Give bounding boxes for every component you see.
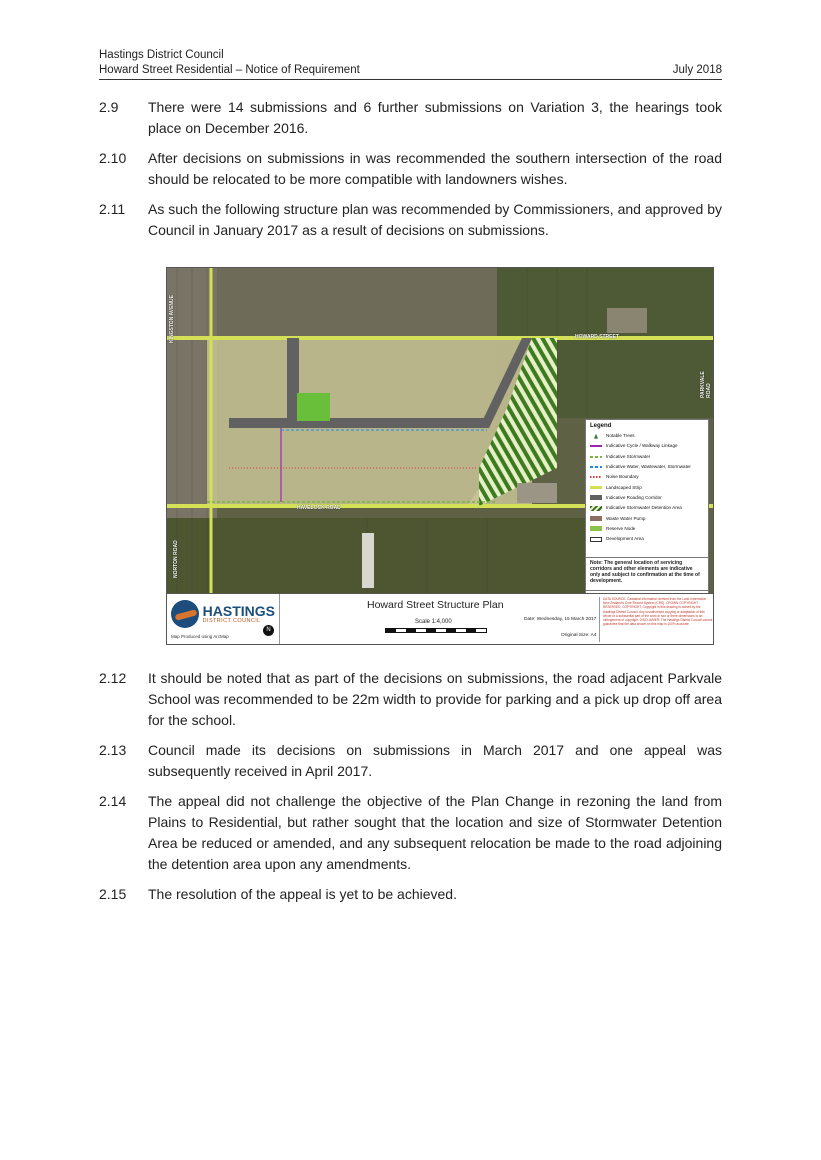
map-label-parkvale-road: PARKVALE ROAD [700, 371, 712, 398]
legend-swatch-roading-corridor [590, 495, 602, 500]
map-produced-by: Map Produced using ArcMap [171, 634, 229, 639]
legend-item: Indicative Stormwater [590, 452, 704, 462]
legend-swatch-landscaped-strip [590, 486, 602, 489]
hastings-logo: HASTINGS DISTRICT COUNCIL [171, 598, 275, 630]
map-title-block [167, 593, 713, 645]
map-scale: Scale 1:4,000 [415, 619, 452, 625]
legend-title: Legend [590, 423, 612, 429]
paragraph [99, 148, 722, 190]
map-original-size: Original Size: A4 [561, 633, 597, 638]
map-disclaimer: DATA SOURCE: Cadastral information derived from the Land Information New Zealand's Core Record System (CRS). CROWN COPYRIGHT RESERVED. COPYRIGHT: Copyright in this drawing is owned by the Hastings District Council. Any unauthorised copying or adaptation of this whole or a substantial part of the work in two or three dimensions is an infringement of copyright. DISCLAIMER: The Hastings District Council cannot guarantee that the data shown on this map is 100% accurate. [599, 597, 713, 642]
legend-swatch-notable-trees [594, 434, 598, 439]
map-title: Howard Street Structure Plan [367, 599, 504, 611]
reserve-node [297, 393, 330, 421]
paragraph-text: After decisions on submissions in was recommended the southern intersection of the road should be relocated to be more compatible with landowners wishes. [148, 150, 722, 187]
map-label-norton-road: NORTON ROAD [173, 540, 179, 578]
paragraph-number: 2.9 [99, 99, 119, 115]
paragraph-number: 2.14 [99, 793, 127, 809]
paragraph-number: 2.13 [99, 742, 127, 758]
legend-item: Noise Boundary [590, 472, 704, 482]
header-date: July 2018 [672, 64, 722, 76]
legend-item: Indicative Water, Wastewater, Stormwater [590, 462, 704, 472]
legend-item: Reserve Node [590, 524, 704, 534]
legend-swatch-stormwater [590, 456, 602, 458]
header-doc-title: Howard Street Residential – Notice of Requirement [99, 64, 360, 76]
paragraph-number: 2.10 [99, 150, 127, 166]
legend-swatch-waste-water-pump [590, 516, 602, 521]
scale-bar [385, 628, 487, 633]
paragraph [99, 97, 722, 139]
paragraph-text: Council made its decisions on submissions in March 2017 and one appeal was subsequently received in April 2017. [148, 742, 722, 779]
paragraph-text: The resolution of the appeal is yet to be achieved. [148, 886, 457, 902]
legend-swatch-development-area [590, 537, 602, 542]
paragraph [99, 668, 722, 731]
map-label-kingston-avenue: KINGSTON AVENUE [169, 295, 175, 343]
hastings-logo-icon [171, 600, 199, 628]
page-header [99, 48, 722, 80]
legend-swatch-noise-boundary [590, 476, 602, 478]
header-org: Hastings District Council [99, 49, 224, 61]
north-arrow-icon: N [263, 625, 274, 636]
paragraph [99, 884, 722, 905]
legend-item: Notable Trees [590, 431, 704, 441]
paragraph-text: As such the following structure plan was recommended by Commissioners, and approved by Council in January 2017 as a result of decisions on submissions. [148, 201, 722, 238]
map-label-havelock-road: HAVELOCK ROAD [297, 505, 341, 511]
legend-item: Waste Water Pump [590, 513, 704, 523]
legend-swatch-water-services [590, 466, 602, 468]
map-note: Note: The general location of servicing corridors and other elements are indicative only and subject to confirmation at the time of development. [585, 557, 709, 591]
map-date: Date: Wednesday, 15 March 2017 [524, 617, 597, 622]
map-label-howard-street: HOWARD STREET [575, 334, 619, 340]
legend-swatch-reserve-node [590, 526, 602, 531]
paragraph-number: 2.12 [99, 670, 127, 686]
legend-item: Landscaped Strip [590, 482, 704, 492]
paragraph [99, 740, 722, 782]
paragraph-text: The appeal did not challenge the objective of the Plan Change in rezoning the land from Plains to Residential, but rather sought that the location and size of Stormwater Detention Area be reduced or amended, and any subsequent relocation be made to the road adjoining the detention area upon any amendments. [148, 793, 722, 872]
legend-item: Indicative Cycle / Walkway Linkage [590, 441, 704, 451]
paragraph [99, 791, 722, 875]
legend-item: Indicative Stormwater Detention Area [590, 503, 704, 513]
legend-swatch-cycle-linkage [590, 445, 602, 447]
paragraph [99, 199, 722, 241]
paragraph-number: 2.15 [99, 886, 127, 902]
paragraph-number: 2.11 [99, 201, 126, 217]
legend-item: Development Area [590, 534, 704, 544]
structure-plan-map [166, 267, 714, 645]
paragraph-text: There were 14 submissions and 6 further submissions on Variation 3, the hearings took place on December 2016. [148, 99, 722, 136]
legend-item: Indicative Roading Corridor [590, 493, 704, 503]
paragraph-text: It should be noted that as part of the decisions on submissions, the road adjacent Parkvale School was recommended to be 22m width to provide for parking and a pick up drop off area for the school. [148, 670, 722, 728]
legend-swatch-detention-area [590, 506, 602, 511]
